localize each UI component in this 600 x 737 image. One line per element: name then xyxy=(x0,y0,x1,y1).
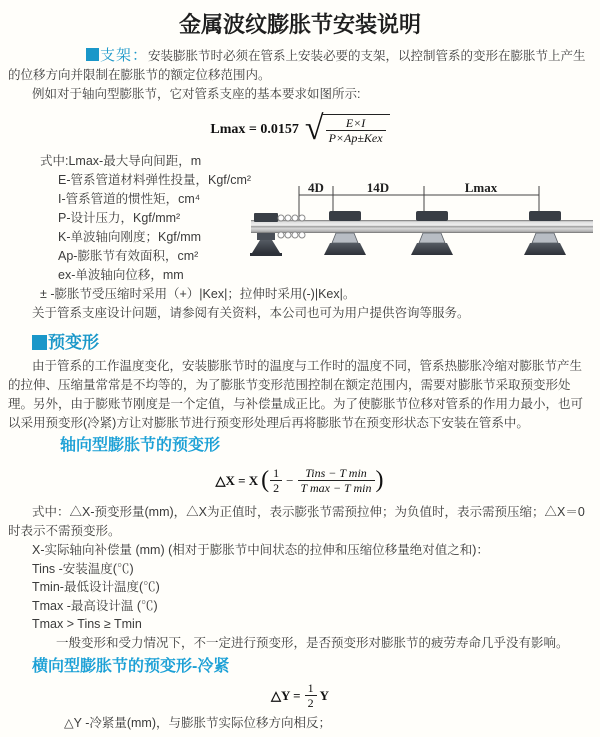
sqrt-symbol: √ xyxy=(304,110,324,147)
fraction-numerator: Tins − T min xyxy=(305,465,367,480)
sqrt-content xyxy=(322,114,390,145)
fraction-numerator: E×I xyxy=(345,115,366,130)
support-section-intro xyxy=(8,46,590,85)
anchor-body xyxy=(257,233,275,240)
lateral-formula xyxy=(0,680,600,710)
variable-definitions xyxy=(40,152,251,285)
half-fraction xyxy=(270,466,282,495)
lmax-fraction xyxy=(326,116,386,145)
section-bullet-icon xyxy=(86,48,99,61)
predeform-heading xyxy=(32,331,600,355)
fraction-denominator: T max − T min xyxy=(298,480,375,495)
dimension-label-lmax: Lmax xyxy=(464,180,498,195)
minus-sign: − xyxy=(286,472,294,488)
definition-line: Ap-膨胀节有效面积，cm² xyxy=(58,249,199,263)
example-note: 例如对于轴向型膨胀节，它对管系支座的基本要求如图所示: xyxy=(32,87,361,101)
lateral-heading: 横向型膨胀节的预变形-冷紧 xyxy=(32,658,230,675)
fraction-denominator: P×Ap±Kex xyxy=(326,130,386,145)
anchor-base-plate xyxy=(250,253,282,256)
lmax-formula-lhs: Lmax = 0.0157 xyxy=(210,121,299,137)
page-title: 金属波纹膨胀节安装说明 xyxy=(178,12,421,37)
support-intro-text: 安装膨胀节时必须在管系上安装必要的支架，以控制管系的变形在膨胀节上产生的位移方向并限制在膨胀节的额定位移范围内。 xyxy=(8,49,586,82)
fraction-denominator: 2 xyxy=(305,695,317,710)
half-fraction xyxy=(305,681,317,710)
lmax-formula xyxy=(0,110,600,148)
definition-line: ex-单波轴向位移，mm xyxy=(58,268,184,282)
definition-line: P-设计压力，Kgf/mm² xyxy=(58,211,181,225)
plus-minus-note: ± -膨胀节受压缩时采用（+）|Kex|；拉伸时采用(-)|Kex|。 xyxy=(40,287,356,301)
definition-line: I-管系管道的惯性矩，cm⁴ xyxy=(58,192,201,206)
axial-heading: 轴向型膨胀节的预变形 xyxy=(60,437,221,454)
axial-formula-lhs: △X = X xyxy=(215,472,259,488)
x-definition: X-实际轴向补偿量 (mm) (相对于膨胀节中间状态的拉伸和压缩位移量绝对值之和)： xyxy=(32,543,489,557)
definition-line: E-管系管道材料弹性投量，Kgf/cm² xyxy=(58,173,252,187)
fraction-numerator: 1 xyxy=(273,465,280,480)
fatigue-note: 一般变形和受力情况下，不一定进行预变形，是否预变形对膨胀节的疲劳寿命几乎没有影响。 xyxy=(56,635,569,650)
temperature-fraction xyxy=(298,466,375,495)
pipe-support-diagram xyxy=(247,180,597,272)
pipe xyxy=(251,220,593,233)
tins-line: Tins -安装温度(℃) xyxy=(32,561,134,576)
consult-note: 关于管系支座设计问题，请参阅有关资料，本公司也可为用户提供咨询等服务。 xyxy=(32,306,470,320)
anchor-clamp xyxy=(254,213,278,222)
lateral-formula-lhs: △Y = xyxy=(271,687,301,703)
definition-line: K-单波轴向刚度；Kgf/mm xyxy=(58,230,202,244)
axial-variable-definitions xyxy=(32,541,600,652)
temp-relation: Tmax > Tins ≥ Tmin xyxy=(32,617,142,631)
predeform-paragraph: 由于管系的工作温度变化，安装膨胀节时的温度与工作时的温度不同，管系热膨胀冷缩对膨胀节产生的拉伸、压缩量常常是不均等的，为了膨胀节变形范围控制在额定范围内，需要对膨胀节采取预变形处理。另外，由于膨账节刚度是一个定值，与补偿量成正比。为了使膨胀节位移对管系的作用力最小，也可以采用预变形(冷紧)方让对膨胀节进行预变形处理后再将膨胀节在预变形状态下安装在管系中。 xyxy=(8,359,584,430)
definition-line: 式中:Lmax-最大导向间距，m xyxy=(40,154,202,168)
axial-formula xyxy=(0,459,600,501)
tmax-line: Tmax -最高设计温 (℃) xyxy=(32,598,158,613)
tmin-line: Tmin-最低设计温度(℃) xyxy=(32,580,160,594)
definitions-and-diagram xyxy=(0,152,600,285)
dimension-label-14d: 14D xyxy=(366,180,390,195)
axial-formula-explain: 式中：△X-预变形量(mm)，△X为正值时，表示膨张节需预拉伸；为负值时，表示需预压缩；△X＝0时表示不需预变形。 xyxy=(8,505,585,538)
cold-tightening-note: △Y -冷紧量(mm)，与膨胀节实际位移方向相反； xyxy=(64,716,332,730)
fraction-denominator: 2 xyxy=(270,480,282,495)
lateral-formula-rhs: Y xyxy=(319,687,329,703)
dimension-label-4d: 4D xyxy=(308,180,324,195)
anchor-base xyxy=(252,240,280,253)
fraction-numerator: 1 xyxy=(307,680,314,695)
support-heading: 支架： xyxy=(100,47,149,64)
section-bullet-icon xyxy=(32,335,47,350)
predeform-heading-text: 预变形 xyxy=(48,333,99,352)
close-paren: ) xyxy=(375,466,384,493)
open-paren: ( xyxy=(261,466,270,493)
